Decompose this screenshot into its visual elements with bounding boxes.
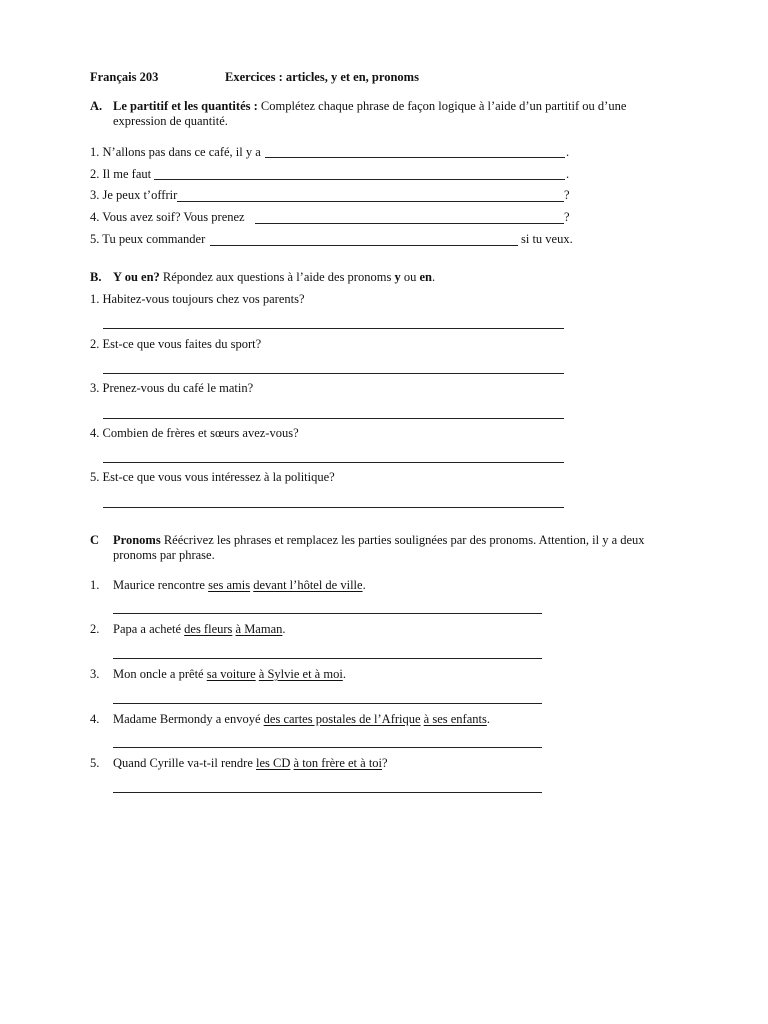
- section-b-letter: B.: [90, 270, 102, 284]
- section-a-instructions-text: Complétez chaque phrase de façon logique à l’aide d’un partitif ou d’une: [260, 99, 627, 113]
- c-item-2-sentence: [113, 622, 286, 637]
- c-answer-line-1[interactable]: [113, 613, 542, 614]
- c-item-5-sentence: [113, 756, 388, 771]
- c-item-3-number: 3.: [90, 667, 100, 681]
- a-item-2-answer-line[interactable]: [154, 179, 565, 180]
- section-a-heading: Le partitif et les quantités :: [113, 99, 258, 113]
- section-c-instructions-cont: pronoms par phrase.: [113, 548, 215, 562]
- a-item-1-answer-line[interactable]: [265, 157, 565, 158]
- a-item-4-prompt: 4. Vous avez soif? Vous prenez: [90, 210, 245, 224]
- c-item-5-underlined-1: les CD: [256, 756, 291, 770]
- a-item-4-end: ?: [564, 210, 570, 224]
- section-a-letter: A.: [90, 99, 103, 113]
- c-item-4-number: 4.: [90, 712, 100, 726]
- c-item-5-text: Quand Cyrille va-t-il rendre: [113, 756, 253, 770]
- section-c-letter: C: [90, 533, 100, 547]
- c-item-1-text: Maurice rencontre: [113, 578, 205, 592]
- section-b-instructions: [113, 270, 435, 285]
- c-item-1-underlined-2: devant l’hôtel de ville: [253, 578, 363, 592]
- b-question-5: 5. Est-ce que vous vous intéressez à la politique?: [90, 470, 335, 484]
- c-item-2-number: 2.: [90, 622, 100, 636]
- c-item-4-text: Madame Bermondy a envoyé: [113, 712, 261, 726]
- b-question-3: 3. Prenez-vous du café le matin?: [90, 381, 254, 395]
- course-label: Français 203: [90, 70, 159, 84]
- a-item-3-end: ?: [564, 188, 570, 202]
- c-item-1-number: 1.: [90, 578, 100, 592]
- section-c-heading: Pronoms: [113, 533, 161, 547]
- c-item-2-text: Papa a acheté: [113, 622, 182, 636]
- c-answer-line-3[interactable]: [113, 703, 542, 704]
- c-item-1-end: .: [362, 578, 366, 592]
- b-answer-line-3[interactable]: [103, 418, 564, 419]
- a-item-3-prompt: 3. Je peux t’offrir: [90, 188, 178, 202]
- c-answer-line-5[interactable]: [113, 792, 542, 793]
- c-item-3-text: Mon oncle a prêté: [113, 667, 204, 681]
- a-item-1-end: .: [566, 145, 570, 159]
- b-question-4: 4. Combien de frères et sœurs avez-vous?: [90, 426, 299, 440]
- c-item-3-underlined-1: sa voiture: [206, 667, 256, 681]
- section-a-instructions-cont: expression de quantité.: [113, 114, 228, 128]
- c-item-5-number: 5.: [90, 756, 100, 770]
- b-answer-line-2[interactable]: [103, 373, 564, 374]
- a-item-4-answer-line[interactable]: [255, 223, 564, 224]
- section-b-period: .: [431, 270, 436, 284]
- section-b-or: ou: [403, 270, 417, 284]
- c-item-2-end: .: [282, 622, 286, 636]
- c-item-3-underlined-2: à Sylvie et à moi: [258, 667, 343, 681]
- a-item-2-prompt: 2. Il me faut: [90, 167, 152, 181]
- b-question-2: 2. Est-ce que vous faites du sport?: [90, 337, 262, 351]
- c-item-5-end: ?: [382, 756, 388, 770]
- a-item-1-prompt: 1. N’allons pas dans ce café, il y a: [90, 145, 261, 159]
- section-c-instructions-text: Réécrivez les phrases et remplacez les parties soulignées par des pronoms. Attention, il y a deux: [163, 533, 645, 547]
- a-item-5-prompt: 5. Tu peux commander: [90, 232, 206, 246]
- b-answer-line-4[interactable]: [103, 462, 564, 463]
- c-item-1-sentence: [113, 578, 366, 593]
- section-a-instructions: [113, 99, 626, 114]
- worksheet-title: Exercices : articles, y et en, pronoms: [225, 70, 419, 84]
- c-item-2-underlined-1: des fleurs: [184, 622, 233, 636]
- a-item-5-end: si tu veux.: [521, 232, 573, 246]
- a-item-5-answer-line[interactable]: [210, 245, 518, 246]
- c-item-3-sentence: [113, 667, 346, 682]
- a-item-3-answer-line[interactable]: [177, 201, 564, 202]
- c-item-2-underlined-2: à Maman: [235, 622, 283, 636]
- c-item-4-end: .: [486, 712, 490, 726]
- b-question-1: 1. Habitez-vous toujours chez vos parents?: [90, 292, 305, 306]
- c-answer-line-4[interactable]: [113, 747, 542, 748]
- c-answer-line-2[interactable]: [113, 658, 542, 659]
- pronoun-y: y: [394, 270, 401, 284]
- c-item-5-underlined-2: à ton frère et à toi: [293, 756, 383, 770]
- c-item-4-sentence: [113, 712, 490, 727]
- c-item-4-underlined-2: à ses enfants: [423, 712, 487, 726]
- pronoun-en: en: [419, 270, 432, 284]
- c-item-3-end: .: [342, 667, 346, 681]
- c-item-1-underlined-1: ses amis: [208, 578, 251, 592]
- b-answer-line-1[interactable]: [103, 328, 564, 329]
- section-b-instructions-text: Répondez aux questions à l’aide des pronoms: [162, 270, 392, 284]
- b-answer-line-5[interactable]: [103, 507, 564, 508]
- a-item-2-end: .: [566, 167, 570, 181]
- c-item-4-underlined-1: des cartes postales de l’Afrique: [263, 712, 421, 726]
- section-b-heading: Y ou en?: [113, 270, 160, 284]
- section-c-instructions: [113, 533, 645, 548]
